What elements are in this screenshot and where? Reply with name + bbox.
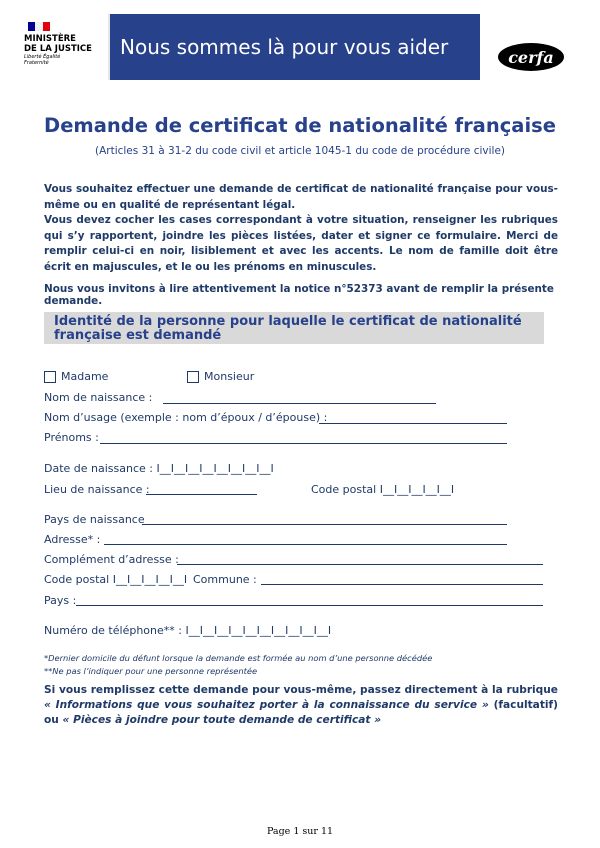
monsieur-label: Monsieur	[204, 370, 255, 383]
help-banner: Nous sommes là pour vous aider	[108, 14, 480, 80]
phone-field[interactable]: Numéro de téléphone** : I__I__I__I__I__I__I__I__I__I__I	[44, 624, 332, 637]
country-label: Pays :	[44, 594, 77, 607]
birth-place-field[interactable]	[146, 494, 257, 495]
french-flag-logo	[28, 22, 50, 31]
country-field[interactable]	[76, 605, 543, 606]
city-label: Commune :	[193, 573, 257, 586]
monsieur-checkbox[interactable]	[187, 371, 199, 383]
section-header-identity: Identité de la personne pour laquelle le certificat de nationalité française est demandé	[44, 312, 544, 344]
page-number: Page 1 sur 11	[266, 826, 334, 837]
footnote-phone: **Ne pas l’indiquer pour une personne représentée	[44, 666, 258, 676]
madame-label: Madame	[61, 370, 109, 383]
birth-place-label: Lieu de naissance :	[44, 483, 150, 496]
intro-paragraph: Vous souhaitez effectuer une demande de certificat de nationalité française pour vous-même ou en qualité de représentant légal.	[44, 183, 558, 211]
usage-name-label: Nom d’usage (exemple : nom d’époux / d’épouse) :	[44, 411, 328, 424]
address-complement-field[interactable]	[177, 564, 543, 565]
address-label: Adresse* :	[44, 533, 101, 546]
birth-country-field[interactable]	[142, 524, 507, 525]
first-names-field[interactable]	[100, 443, 507, 444]
postal-code-field[interactable]: Code postal I__I__I__I__I__I	[44, 573, 188, 586]
intro-text	[44, 182, 558, 275]
usage-name-field[interactable]	[319, 423, 507, 424]
closing-instruction: Si vous remplissez cette demande pour vous-même, passez directement à la rubrique « Informations que vous souhaitez porter à la connaissance du service » (facultatif) ou « Pièces à joindre pour toute demande de certificat »	[44, 684, 558, 726]
notice-instruction: Nous vous invitons à lire attentivement la notice n°52373 avant de remplir la présente demande.	[44, 283, 554, 307]
first-names-label: Prénoms :	[44, 431, 99, 444]
intro-paragraph: Vous devez cocher les cases correspondant à votre situation, renseigner les rubriques qui s’y rapportent, joindre les pièces listées, dater et signer ce formulaire. Merci de remplir celui-ci en noir, lisiblement et avec les accents. Le nom de famille doit être écrit en majuscules, et le ou les prénoms en minuscules.	[44, 214, 558, 273]
info-section-reference: « Informations que vous souhaitez porter à la connaissance du service »	[44, 699, 489, 711]
page-subtitle: (Articles 31 à 31-2 du code civil et article 1045-1 du code de procédure civile)	[94, 145, 506, 157]
madame-checkbox[interactable]	[44, 371, 56, 383]
footnote-address: *Dernier domicile du défunt lorsque la demande est formée au nom d’une personne décédée	[44, 653, 433, 663]
page-title: Demande de certificat de nationalité française	[44, 114, 556, 137]
birth-country-label: Pays de naissance	[44, 513, 145, 526]
republic-motto: Liberté Égalité Fraternité	[24, 54, 61, 66]
address-field[interactable]	[104, 544, 507, 545]
address-complement-label: Complément d’adresse :	[44, 553, 179, 566]
birth-postal-code-field[interactable]: Code postal I__I__I__I__I__I	[311, 483, 455, 496]
city-field[interactable]	[261, 584, 543, 585]
ministry-name: MINISTÈRE DE LA JUSTICE	[24, 34, 92, 54]
cerfa-logo: cerfa	[498, 43, 564, 71]
birth-name-label: Nom de naissance :	[44, 391, 153, 404]
birth-name-field[interactable]	[163, 403, 436, 404]
documents-section-reference: « Pièces à joindre pour toute demande de certificat »	[62, 714, 382, 726]
birth-date-field[interactable]: Date de naissance : I__I__I__I__I__I__I__I__I	[44, 462, 274, 475]
